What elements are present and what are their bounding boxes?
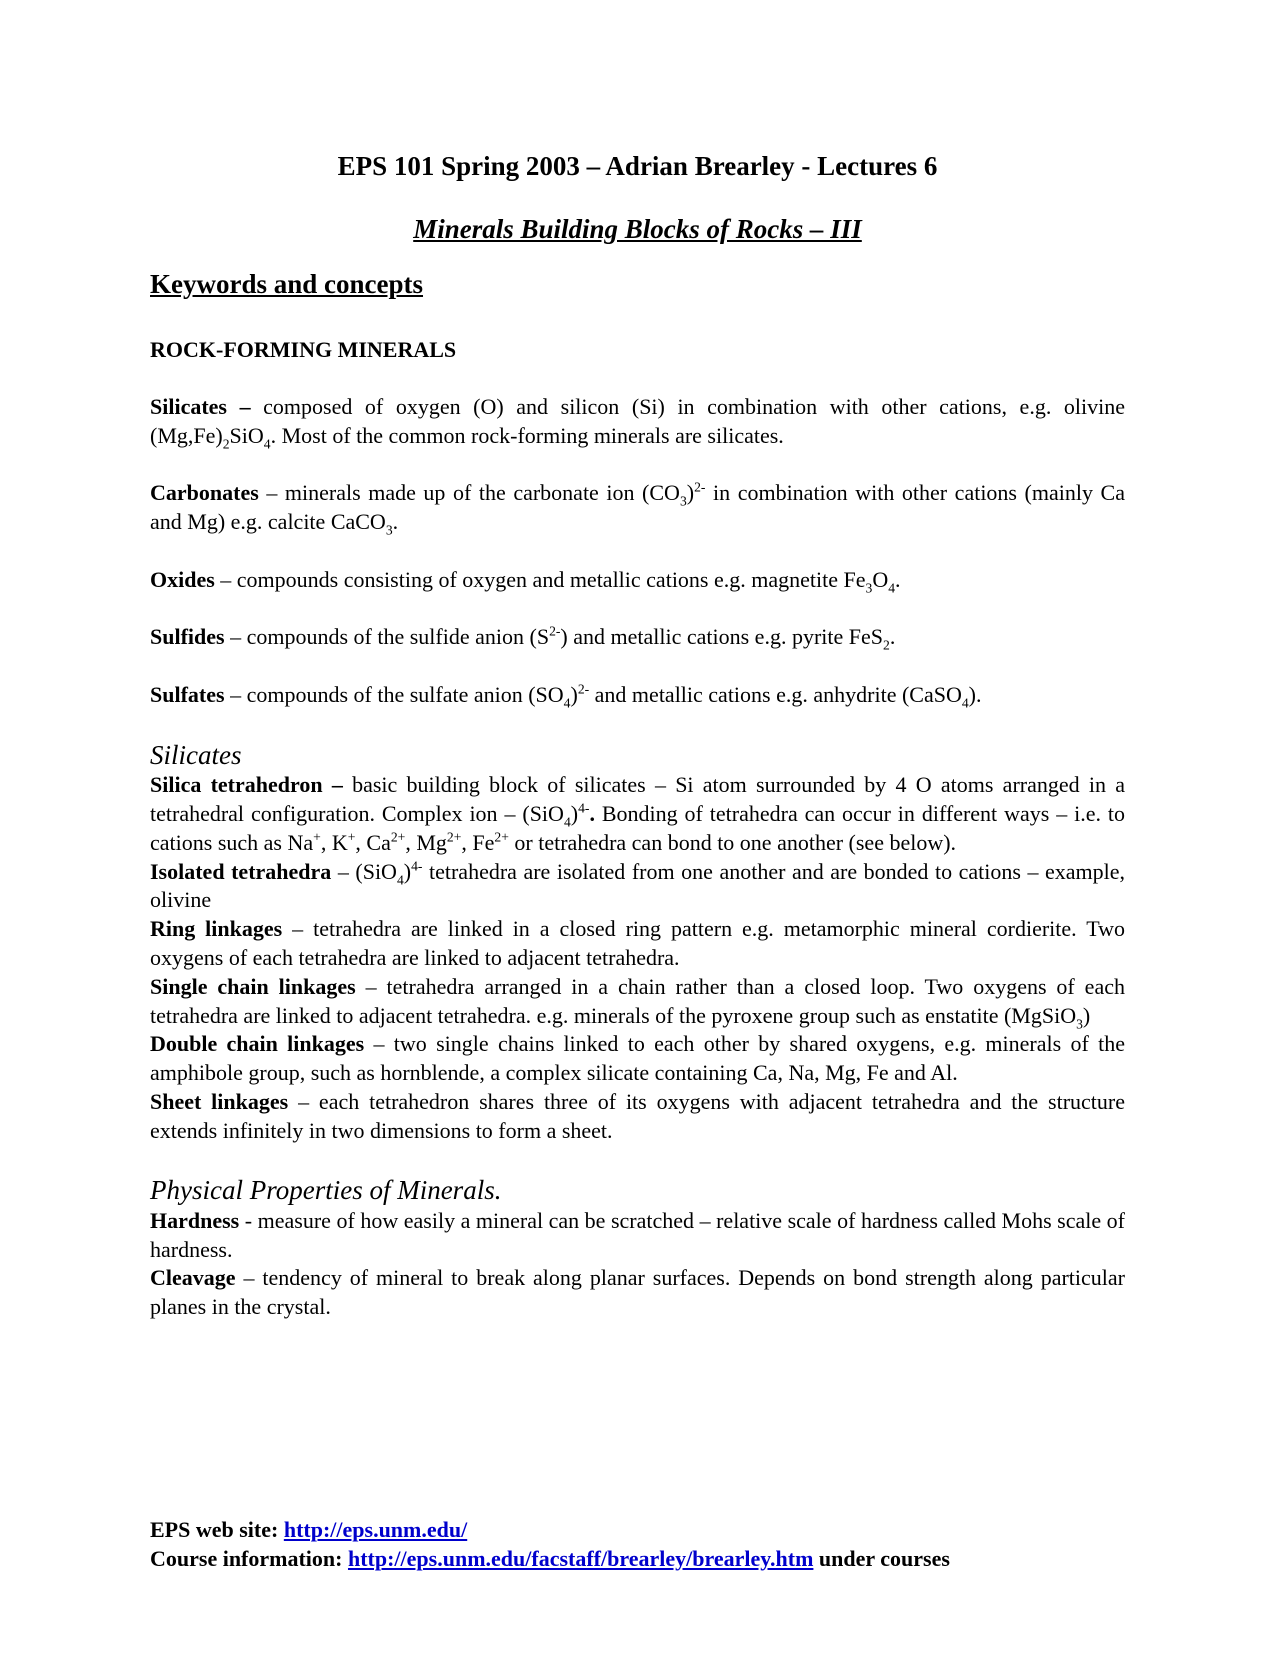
sulfates-definition: Sulfates – compounds of the sulfate anion $(SO_4)^{2-}$ and metallic cations e.g. anhydrite (CaSO$_4$).: [150, 681, 982, 711]
silica-tetrahedron-definition: Silica tetrahedron – basic building block of silicates – Si atom surrounded by 4 O atoms arranged in a tetrahedral configuration. Complex ion – $(SiO_4)^{4-}$. Bonding of tetrahedra can occur in different ways – i.e. to cations such as Na+, K+, $Ca^{2+}$, $Mg^{2+}$, $Fe^{2+}$ or tetrahedra can bond to one another (see below).: [150, 772, 1126, 855]
sheet-linkages-definition: Sheet linkages – each tetrahedron shares three of its oxygens with adjacent tetrahedra and the structure extends infinitely in two dimensions to form a sheet.: [150, 1088, 1125, 1143]
eps-web-link[interactable]: http://eps.unm.edu/: [283, 1517, 468, 1542]
oxides-definition: Oxides – compounds consisting of oxygen and metallic cations e.g. magnetite $Fe_3O_4$.: [150, 566, 901, 596]
web-site-label: EPS web site:: [150, 1517, 284, 1542]
document-title: EPS 101 Spring 2003 – Adrian Brearley - Lectures 6: [337, 151, 938, 181]
sulfides-definition: Sulfides – compounds of the sulfide anion $(S^{2-})$ and metallic cations e.g. pyrite FeS$_2$.: [150, 624, 896, 653]
document-page: [150, 150, 1125, 1322]
single-chain-definition: Single chain linkages – tetrahedra arranged in a chain rather than a closed loop. Two oxygens of each tetrahedra are linked to adjacent tetrahedra. e.g. minerals of the pyroxene group such as enstatite (MgSiO$_3$): [150, 973, 1125, 1031]
rock-forming-heading: ROCK-FORMING MINERALS: [150, 337, 457, 363]
course-info-suffix: under courses: [813, 1546, 950, 1571]
course-info-line: [150, 1544, 1150, 1573]
hardness-definition: Hardness - measure of how easily a mineral can be scratched – relative scale of hardness called Mohs scale of hardness.: [150, 1207, 1125, 1262]
course-info-label: Course information:: [150, 1546, 348, 1571]
web-site-line: [150, 1515, 1150, 1544]
ring-linkages-definition: Ring linkages – tetrahedra are linked in a closed ring pattern e.g. metamorphic mineral cordierite. Two oxygens of each tetrahedra are linked to adjacent tetrahedra.: [150, 916, 1125, 970]
footer: [150, 1515, 1150, 1573]
keywords-heading: Keywords and concepts: [150, 268, 424, 299]
double-chain-definition: Double chain linkages – two single chains linked to each other by shared oxygens, e.g. minerals of the amphibole group, such as hornblende, a complex silicate containing Ca, Na, Mg, Fe and Al.: [150, 1031, 1125, 1086]
document-subtitle: Minerals Building Blocks of Rocks – III: [413, 214, 862, 245]
silicates-section-heading: Silicates: [150, 739, 242, 770]
carbonates-definition: Carbonates – minerals made up of the carbonate ion $(CO_3)^{2-}$ in combination with other cations (mainly Ca and Mg) e.g. calcite CaCO$_3$.: [150, 480, 1125, 538]
silicates-definition: Silicates – composed of oxygen (O) and silicon (Si) in combination with other cations, e.g. olivine $(Mg,Fe)_2SiO_4$. Most of the common rock-forming minerals are silicates.: [150, 393, 1125, 452]
isolated-tetrahedra-definition: Isolated tetrahedra – $(SiO_4)^{4-}$ tetrahedra are isolated from one another and are bonded to cations – example, olivine: [150, 858, 1126, 913]
cleavage-definition: Cleavage – tendency of mineral to break along planar surfaces. Depends on bond strength along particular planes in the crystal.: [150, 1265, 1125, 1320]
course-info-link[interactable]: http://eps.unm.edu/facstaff/brearley/brearley.htm: [347, 1546, 814, 1571]
physical-properties-heading: Physical Properties of Minerals.: [150, 1175, 502, 1206]
